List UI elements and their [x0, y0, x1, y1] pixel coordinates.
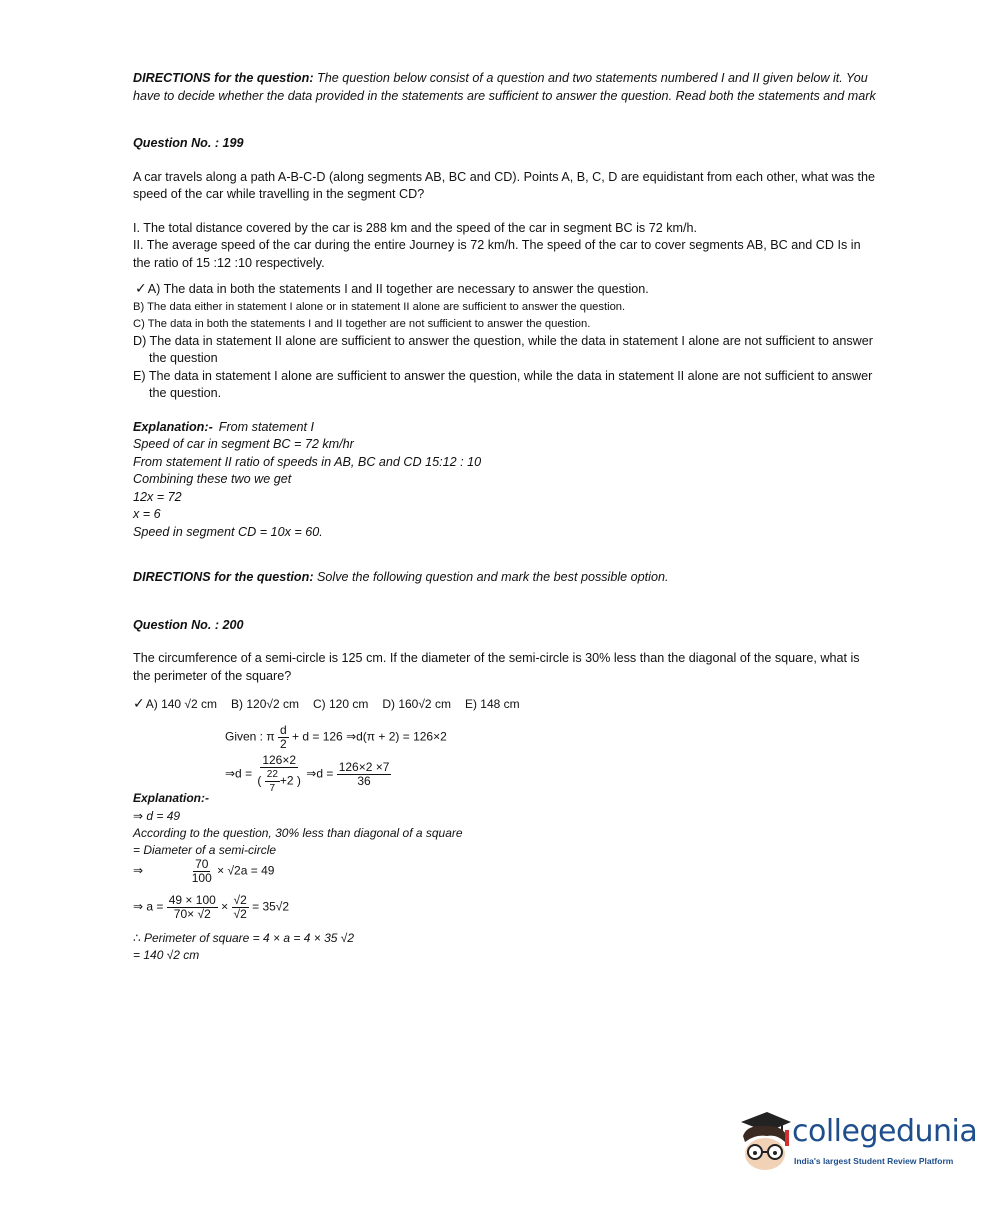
collegedunia-logo: [737, 1108, 978, 1178]
options-199: [133, 280, 878, 403]
mascot-icon: [737, 1108, 795, 1178]
explanation-200: [133, 724, 878, 984]
fraction: 126×2 ( $\frac{22}{7}$ +2 ): [257, 752, 301, 794]
logo-tagline: India's largest Student Review Platform: [794, 1156, 954, 1166]
d-result: ⇒ d = 49: [133, 808, 181, 823]
option-e: E) 148 cm: [464, 697, 520, 711]
option-c: C) 120 cm: [312, 697, 369, 711]
logo-wordmark: collegedunia: [792, 1114, 978, 1149]
question-number-200: Question No. : 200: [133, 617, 244, 632]
directions-text: Solve the following question and mark the best possible option.: [317, 570, 669, 584]
option-b: B) 120√2 cm: [231, 697, 299, 711]
explanation-label: Explanation:-: [133, 419, 213, 434]
question-number-199: Question No. : 199: [133, 136, 244, 150]
directions-label: DIRECTIONS for the question:: [133, 71, 314, 85]
perimeter-line: ∴ Perimeter of square = 4 × a = 4 × 35 √2: [133, 930, 355, 945]
given-equation: Given : π $\frac{d}{2}$ + d = 126 ⇒d(π + 2) = 126×2: [225, 722, 447, 751]
fraction: $\frac{49 \times 100}{70\times √2}$: [168, 892, 216, 921]
a-equation: ⇒ a = $\frac{49 \times 100}{70\times √2}$ × $\frac{√2}{√2}$ = 35√2: [133, 892, 290, 921]
option-d: D) 160√2 cm: [382, 697, 451, 711]
fraction: $\frac{d}{2}$: [279, 722, 287, 751]
directions-text: The question below consist of a question and two statements numbered I and II given below it. You have to decide whether the data provided in the statements are sufficient to answer the question. Read both the statements and mark: [133, 71, 876, 103]
explanation-line: = Diameter of a semi-circle: [133, 842, 277, 857]
directions-block-1: [133, 70, 878, 105]
option-a: ✓A) 140 √2 cm: [133, 695, 218, 711]
explanation-line: From statement II ratio of speeds in AB, BC and CD 15:12 : 10: [133, 454, 482, 469]
explanation-line: x = 6: [133, 507, 161, 521]
option-e: E) The data in statement I alone are sufficient to answer the question, while the data in statement II alone are not sufficient to answer the question.: [133, 368, 873, 400]
final-answer: = 140 √2 cm: [133, 947, 200, 962]
option-c: C) The data in both the statements I and II together are not sufficient to answer the question.: [133, 317, 591, 330]
ratio-equation: ⇒ $\frac{70}{100}$ × √2a = 49: [133, 856, 275, 885]
option-a: [135, 280, 878, 299]
question-text-200: The circumference of a semi-circle is 125 cm. If the diameter of the semi-circle is 30% less than the diagonal of the square, what is the perimeter of the square?: [133, 651, 860, 683]
fraction: $\frac{√2}{√2}$: [233, 892, 247, 921]
explanation-line: Combining these two we get: [133, 472, 292, 486]
option-a-text: A) The data in both the statements I and II together are necessary to answer the question.: [147, 282, 649, 296]
explanation-label: Explanation:-: [133, 790, 210, 805]
document-page: [133, 70, 878, 984]
checkmark-icon: ✓: [133, 695, 145, 711]
option-b: B) The data either in statement I alone or in statement II alone are sufficient to answer the question.: [133, 300, 626, 313]
statement-1: I. The total distance covered by the car is 288 km and the speed of the car in segment BC is 72 km/h.: [133, 220, 697, 235]
fraction: $\frac{126\times 2 \times 7}{36}$: [338, 759, 390, 788]
explanation-199: [133, 419, 878, 542]
options-200: [133, 695, 878, 714]
explanation-line: According to the question, 30% less than diagonal of a square: [133, 825, 463, 840]
statement-2: II. The average speed of the car during the entire Journey is 72 km/h. The speed of the car to cover segments AB, BC and CD Is in the ratio of 15 :12 :10 respectively.: [133, 238, 861, 270]
checkmark-icon: ✓: [135, 280, 147, 296]
directions-label: DIRECTIONS for the question:: [133, 570, 314, 584]
d-equation: ⇒d = 126×2 ( $\frac{22}{7}$ +2 ) ⇒d = $\frac{126\times 2 \times 7}{36}$: [225, 752, 390, 794]
explanation-line: Speed of car in segment BC = 72 km/hr: [133, 437, 354, 451]
question-text-199: A car travels along a path A-B-C-D (along segments AB, BC and CD). Points A, B, C, D are equidistant from each other, what was the speed of the car while travelling in the segment CD?: [133, 169, 875, 201]
statements-199: [133, 220, 878, 273]
explanation-line: Speed in segment CD = 10x = 60.: [133, 524, 323, 539]
explanation-line: 12x = 72: [133, 489, 182, 504]
option-d: D) The data in statement II alone are sufficient to answer the question, while the data in statement I alone are not sufficient to answer the question: [133, 333, 873, 365]
fraction: $\frac{70}{100}$: [191, 856, 212, 885]
explanation-line: From statement I: [218, 419, 314, 434]
directions-block-2: [133, 569, 878, 587]
